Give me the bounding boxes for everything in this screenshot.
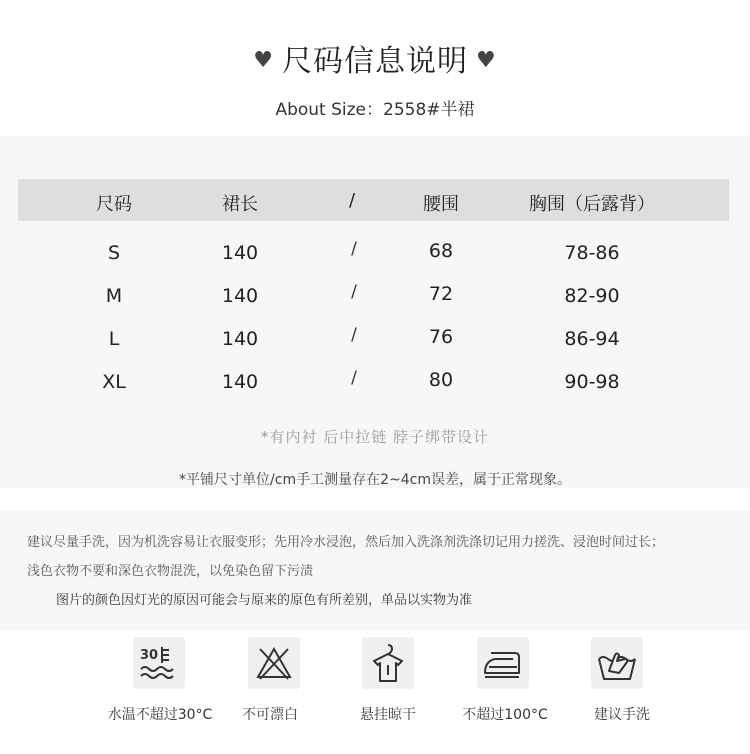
cell-slash: /: [351, 239, 357, 259]
cell-waist: 72: [428, 283, 454, 305]
cell-length: 140: [221, 328, 259, 350]
cell-chest: 82-90: [564, 285, 620, 307]
wash-30-icon: [133, 637, 185, 689]
hand-wash-icon: [591, 637, 643, 689]
cell-length: 140: [221, 285, 259, 307]
page-title-text: 尺码信息说明: [282, 44, 468, 79]
cell-slash: /: [351, 282, 357, 302]
cell-slash: /: [351, 368, 357, 388]
cell-length: 140: [221, 242, 259, 264]
cell-size: S: [107, 242, 121, 264]
hang-dry-label: 悬挂晾干: [360, 707, 416, 723]
measurement-note: *平铺尺寸单位/cm手工测量存在2~4cm误差，属于正常现象。: [179, 472, 571, 488]
care-text-line-1: 建议尽量手洗，因为机洗容易让衣服变形；先用冷水浸泡，然后加入洗涤剂洗涤切记用力搓洗、浸泡时间过长；: [27, 535, 665, 550]
column-header-size: 尺码: [96, 194, 132, 215]
heart-right-icon: ♥: [476, 48, 497, 73]
iron-icon: [477, 637, 529, 689]
color-disclaimer: 图片的颜色因灯光的原因可能会与原来的原色有所差别，单品以实物为准: [56, 593, 473, 608]
care-instructions-panel: [0, 511, 750, 630]
page-title: [0, 36, 750, 80]
iron-label: 不超过100°C: [462, 707, 548, 723]
feature-note: *有内衬 后中拉链 脖子绑带设计: [260, 428, 490, 446]
cell-chest: 86-94: [564, 328, 620, 350]
table-header: [18, 179, 729, 221]
cell-size: XL: [102, 371, 126, 393]
no-bleach-icon: [248, 637, 300, 689]
column-header-chest: 胸围（后露背）: [529, 194, 655, 215]
column-header-slash: /: [348, 190, 356, 211]
cell-chest: 90-98: [564, 371, 620, 393]
cell-size: M: [105, 285, 123, 307]
page-subtitle: About Size：2558#半裙: [275, 100, 475, 120]
hand-wash-label: 建议手洗: [594, 707, 650, 723]
heart-left-icon: ♥: [253, 48, 274, 73]
header: [0, 0, 750, 136]
size-table-panel: [0, 136, 750, 488]
care-icons-row: [0, 630, 750, 754]
hang-dry-icon: [362, 637, 414, 689]
cell-chest: 78-86: [564, 242, 620, 264]
cell-length: 140: [221, 371, 259, 393]
column-header-length: 裙长: [222, 194, 258, 215]
cell-waist: 68: [428, 240, 454, 262]
cell-waist: 80: [428, 369, 454, 391]
wash-temperature-text: 30: [140, 648, 159, 663]
cell-size: L: [108, 328, 120, 350]
care-text-line-2: 浅色衣物不要和深色衣物混洗，以免染色留下污渍: [27, 564, 314, 579]
wash-30-label: 水温不超过30°C: [107, 707, 213, 723]
cell-waist: 76: [428, 326, 454, 348]
column-header-waist: 腰围: [423, 194, 459, 215]
cell-slash: /: [351, 325, 357, 345]
no-bleach-label: 不可漂白: [242, 707, 298, 723]
